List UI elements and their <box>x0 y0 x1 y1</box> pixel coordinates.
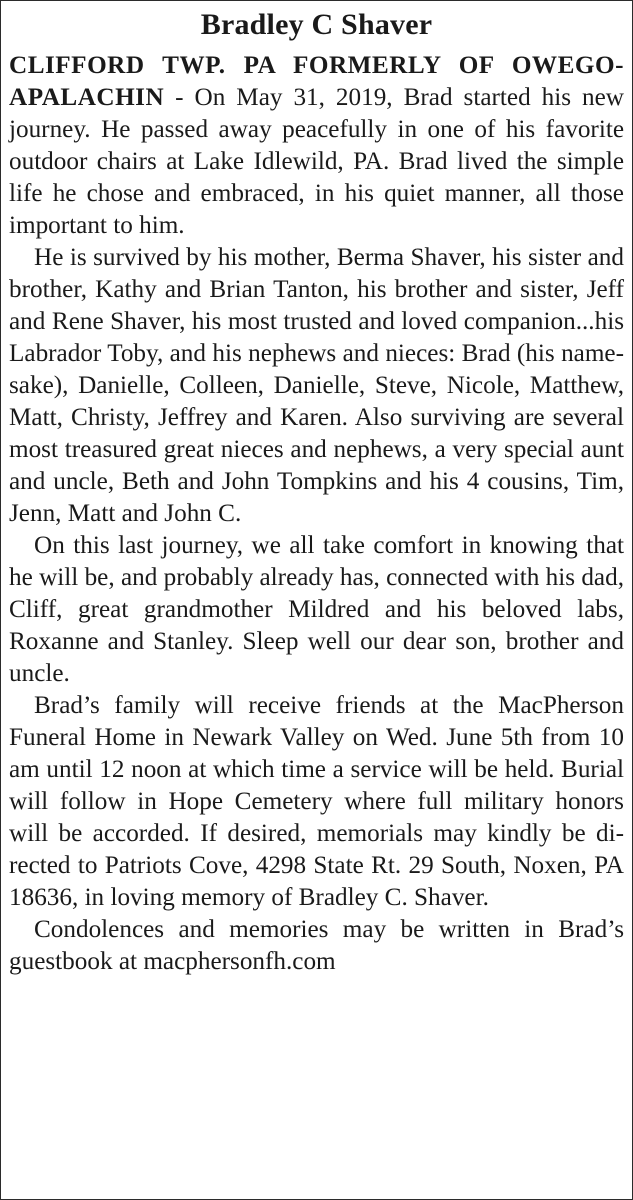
opening-text: - On May 31, 2019, Brad started his new journey. He passed away peacefully in one of his favorite outdoor chairs at Lake Idlewild, PA. Brad lived the simple life he chose and embraced, in his quiet manner, all those important to him. <box>9 84 624 239</box>
service-paragraph: Brad’s family will receive friends at the MacPherson Funeral Home in Newark Valley on Wed. June 5th from 10 am until 12 noon at which time a service will be held. Burial will follow in Hope Cemetery where full military honors will be accorded. If desired, memorials may kindly be directed to Patriots Cove, 4298 State Rt. 29 South, Noxen, PA 18636, in loving memory of Bradley C. Shaver. <box>9 692 624 911</box>
obituary-body <box>9 50 624 978</box>
condolences-paragraph: Condolences and memories may be written in Brad’s guestbook at macphersonfh.com <box>9 916 624 975</box>
opening-paragraph <box>9 50 624 242</box>
journey-paragraph: On this last journey, we all take comfort in knowing that he will be, and probably already has, connected with his dad, Cliff, great grandmother Mildred and his beloved labs, Roxanne and Stanley. Sleep well our dear son, brother and uncle. <box>9 532 624 687</box>
dateline: CLIFFORD TWP. PA FORMERLY OF OWEGO-APALACHIN <box>9 52 624 111</box>
obituary-title: Bradley C Shaver <box>200 8 433 41</box>
survivors-paragraph: He is survived by his mother, Berma Shaver, his sister and brother, Kathy and Brian Tanton, his brother and sister, Jeff and Rene Shaver, his most trusted and loved companion...his Labrador Toby, and his nephews and nieces: Brad (his namesake), Danielle, Colleen, Danielle, Steve, Nicole, Matthew, Matt, Christy, Jeffrey and Karen. Also surviving are several most treasured great nieces and nephews, a very special aunt and uncle, Beth and John Tompkins and his 4 cousins, Tim, Jenn, Matt and John C. <box>9 244 624 527</box>
